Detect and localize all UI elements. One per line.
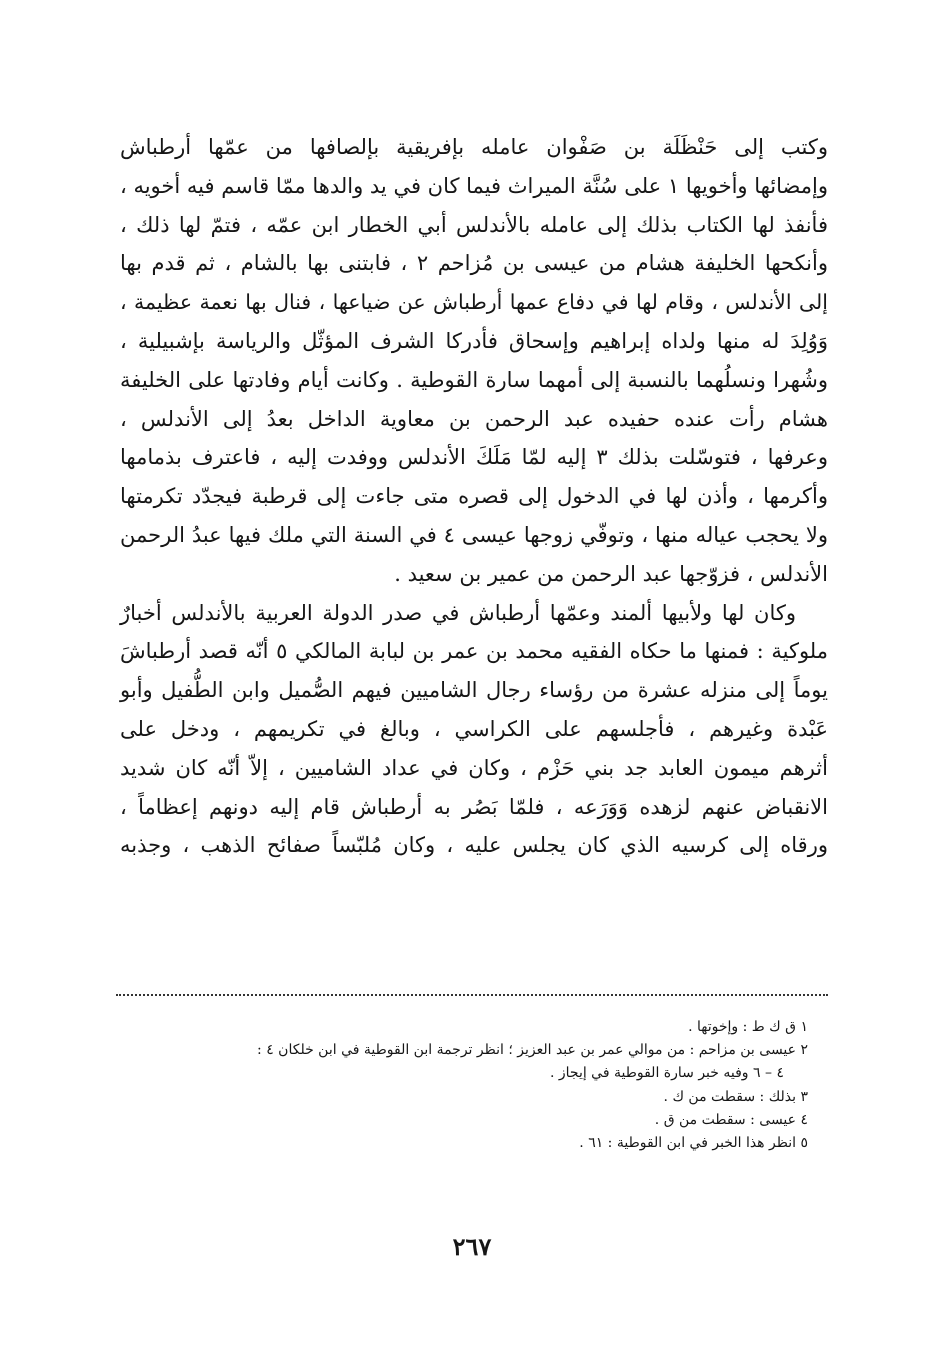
page-number: ٢٦٧ [452, 1232, 492, 1261]
footnote-4: ٤ عيسى : سقطت من ق . [654, 1111, 808, 1128]
text-line-8: هشام رأت عنده حفيده عبد الرحمن بن معاوية الداخل بعدُ إلى الأندلس ، [120, 406, 828, 431]
text-line-17: أثرهم ميمون العابد جد بني حَزْم ، وكان في عداد الشاميين ، إلاّ أنّه كان شديد [120, 755, 828, 780]
text-line-9: وعرفها ، فتوسّلت بذلك ٣ إليه لمّا مَلَكَ الأندلس ووفدت إليه ، فاعترف بذمامها [120, 445, 828, 470]
text-line-1: وكتب إلى حَنْظَلَة بن صَفْوان عامله بإفريقية بإلصافها من عمّها أرطباش [120, 135, 828, 159]
footnote-1: ١ ق ك ط : وإخوتها . [688, 1019, 808, 1035]
text-line-10: وأكرمها ، وأذن لها في الدخول إلى قصره متى جاءت إلى قرطبة فيجدّد تكرمتها [120, 484, 828, 509]
footnote-2-continuation: ٤ – ٦ وفيه خبر سارة القوطية في إيجاز . [549, 1065, 784, 1082]
text-line-2: وإمضائها وأخويها ١ على سُنَّة الميراث فيما كان في يد والدها ممّا قاسم فيه أخويه ، [120, 173, 828, 198]
text-line-12: الأندلس ، فزوّجها عبد الرحمن من عمير بن سعيد . [394, 561, 828, 586]
text-line-18: الانقباض عنهم لزهده وَوَرَعه ، فلمّا بَصُر به أرطباش قام إليه دونهم إعظاماً ، [120, 794, 828, 819]
text-line-6: وَوُلِدَ له منها ولداه إبراهيم وإسحاق فأدركا الشرف المؤثّل والرياسة بإشبيلية ، [120, 328, 828, 353]
footnotes [116, 1016, 808, 1155]
text-line-13: وكان لها ولأبيها ألمند وعمّها أرطباش في صدر الدولة العربية بالأندلس أخبارٌ [120, 600, 796, 625]
text-line-19: ورقاه إلى كرسيه الذي كان يجلس عليه ، وكان مُلبّساً صفائح الذهب ، وجذبه [120, 833, 828, 858]
text-line-15: يوماً إلى منزله عشرة من رؤساء رجال الشاميين فيهم الصُّميل وابن الطُّفيل وأبو [120, 678, 828, 703]
text-line-14: ملوكية : فمنها ما حكاه الفقيه محمد بن عمر بن لبابة المالكي ٥ أنّه قصد أرطباشَ [120, 639, 828, 664]
text-line-4: وأنكحها الخليفة هشام من عيسى بن مُزاحم ٢ ، فابتنى بها بالشام ، ثم قدم بها [120, 251, 828, 276]
footnote-5: ٥ انظر هذا الخبر في ابن القوطية : ٦١ . [579, 1134, 808, 1151]
footnote-separator [116, 994, 828, 996]
main-text [120, 128, 828, 865]
text-line-5: إلى الأندلس ، وقام لها في دفاع عمها أرطباش عن ضياعها ، فنال بها نعمة عظيمة ، [120, 290, 828, 315]
text-line-16: عَبْدة وغيرهم ، فأجلسهم على الكراسي ، وبالغ في تكريمهم ، ودخل على [120, 716, 828, 741]
text-line-11: ولا يحجب عياله منها ، وتوفّي زوجها عيسى ٤ في السنة التي ملك فيها عبدُ الرحمن [120, 522, 828, 547]
footnote-3: ٣ بذلك : سقطت من ك . [663, 1088, 808, 1105]
text-line-3: فأنفذ لها الكتاب بذلك إلى عامله بالأندلس أبي الخطار ابن عمّه ، فتمّ لها ذلك ، [120, 212, 828, 237]
footnote-2: ٢ عيسى بن مزاحم : من موالي عمر بن عبد العزيز ؛ انظر ترجمة ابن القوطية في ابن خلكان ٤ : [257, 1042, 808, 1059]
text-line-7: وشُهرا ونسلُهما بالنسبة إلى أمهما سارة القوطية . وكانت أيام وفادتها على الخليفة [120, 367, 828, 392]
